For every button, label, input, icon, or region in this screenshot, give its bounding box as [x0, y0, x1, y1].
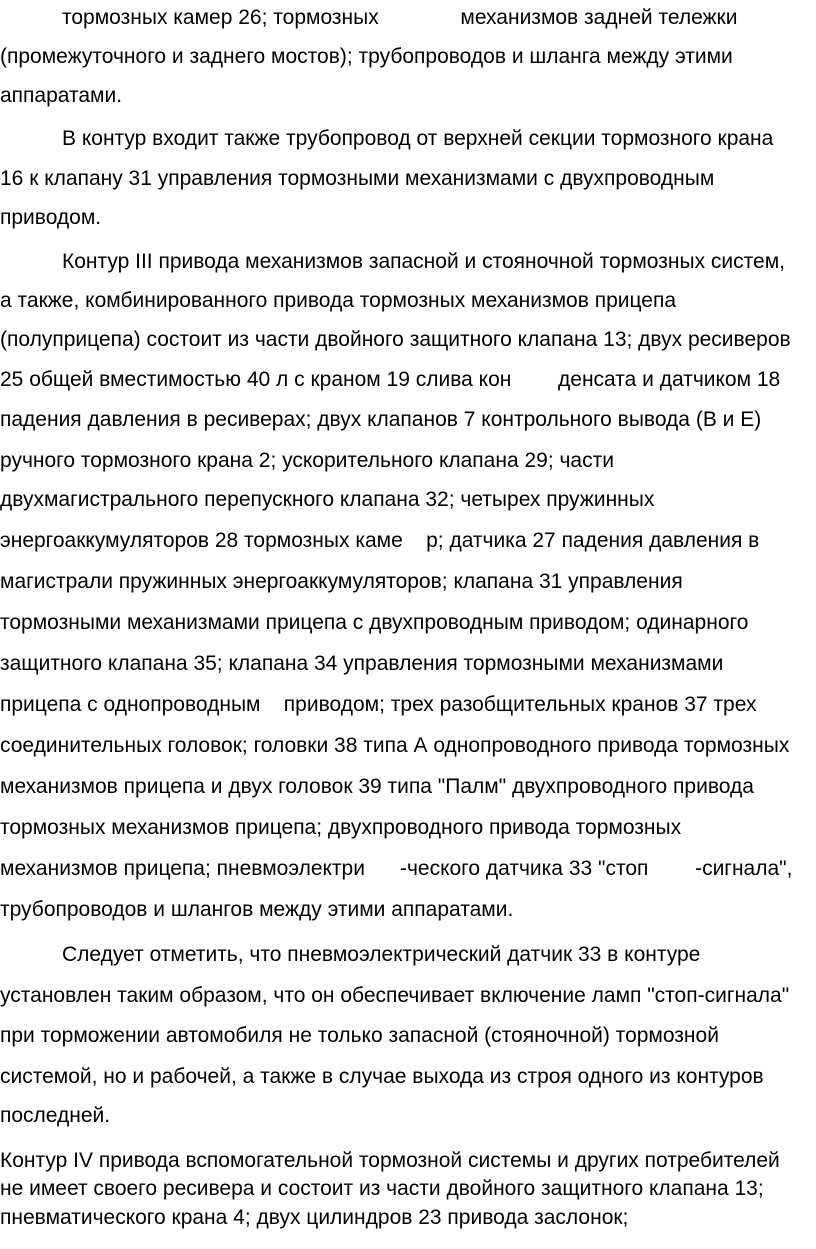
text-line: тормозными механизмами прицепа с двухпроводным приводом; одинарного — [0, 611, 749, 634]
text-line: двухмагистрального перепускного клапана 32; четырех пружинных — [0, 488, 655, 511]
text-line: последней. — [0, 1104, 111, 1127]
text-line: прицепа с однопроводным приводом; трех разобщительных кранов 37 трех — [0, 693, 757, 716]
text-line: Контур III привода механизмов запасной и стояночной тормозных систем, — [62, 250, 785, 273]
text-line: соединительных головок; головки 38 типа А однопроводного привода тормозных — [0, 734, 790, 757]
text-line: Следует отметить, что пневмоэлектрический датчик 33 в контуре — [62, 943, 701, 966]
text-line: 25 общей вместимостью 40 л с краном 19 слива кон денсата и датчиком 18 — [0, 368, 781, 391]
text-line: приводом. — [0, 206, 102, 229]
text-line: падения давления в ресиверах; двух клапанов 7 контрольного вывода (В и Е) — [0, 408, 762, 431]
text-line: (промежуточного и заднего мостов); трубопроводов и шланга между этими — [0, 45, 733, 68]
text-line: не имеет своего ресивера и состоит из части двойного защитного клапана 13; — [0, 1177, 764, 1200]
text-line: защитного клапана 35; клапана 34 управления тормозными механизмами — [0, 652, 724, 675]
text-line: магистрали пружинных энергоаккумуляторов; клапана 31 управления — [0, 570, 683, 593]
text-line: ручного тормозного крана 2; ускорительного клапана 29; части — [0, 449, 614, 472]
text-line: Контур IV привода вспомогательной тормозной системы и других потребителей — [0, 1149, 780, 1172]
text-line: а также, комбинированного привода тормозных механизмов прицепа — [0, 289, 677, 312]
text-line: при торможении автомобиля не только запасной (стояночной) тормозной — [0, 1024, 719, 1047]
text-line: пневматического крана 4; двух цилиндров 23 привода заслонок; — [0, 1206, 629, 1229]
text-line: механизмов прицепа; пневмоэлектри -ческого датчика 33 "стоп -сигнала", — [0, 857, 793, 880]
text-line: системой, но и рабочей, а также в случае выхода из строя одного из контуров — [0, 1065, 764, 1088]
text-line: энергоаккумуляторов 28 тормозных каме р; датчика 27 падения давления в — [0, 529, 760, 552]
text-line: тормозных механизмов прицепа; двухпроводного привода тормозных — [0, 816, 682, 839]
text-line: аппаратами. — [0, 84, 123, 107]
text-line: механизмов прицепа и двух головок 39 типа "Палм" двухпроводного привода — [0, 775, 754, 798]
text-line: В контур входит также трубопровод от верхней секции тормозного крана — [62, 127, 774, 150]
text-line: (полуприцепа) состоит из части двойного защитного клапана 13; двух ресиверов — [0, 328, 791, 351]
text-line: установлен таким образом, что он обеспечивает включение ламп "стоп-сигнала" — [0, 984, 790, 1007]
text-line: тормозных камер 26; тормозных механизмов задней тележки — [62, 6, 738, 29]
text-line: 16 к клапану 31 управления тормозными механизмами с двухпроводным — [0, 167, 715, 190]
text-line: трубопроводов и шлангов между этими аппаратами. — [0, 898, 514, 921]
